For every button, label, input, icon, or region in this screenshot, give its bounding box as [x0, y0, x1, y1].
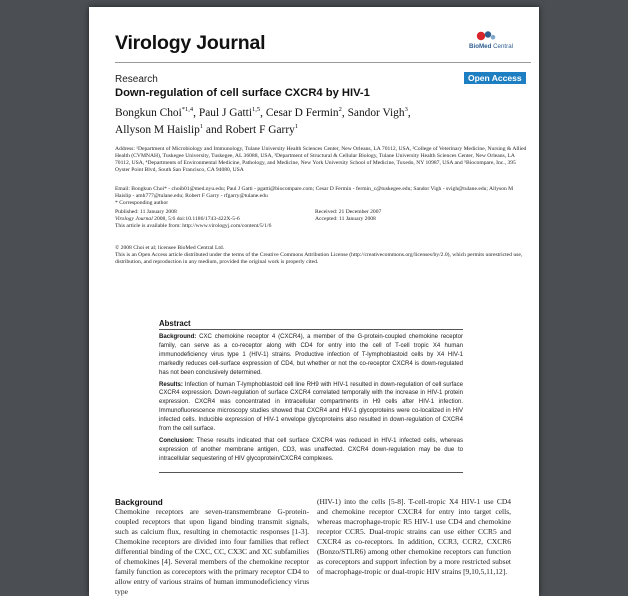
license-block [115, 245, 527, 266]
author-list: Bongkun Choi$^{*1,4}$, Paul J Gatti$^{1,5}$, Cesar D Fermin$^2$, Sandor Vigh$^3$, Allyson M Haislip$^1$ and Robert F Garry$^1$ [115, 106, 411, 136]
author-affiliation-sup: 1 [294, 122, 299, 130]
author-affiliation-sup: 1,5 [252, 106, 261, 113]
email-list: Email: Bongkun Choi* - choib01@med.nyu.edu; Paul J Gatti - pgatti@biocompare.com; Cesar D Fermin - fermin_c@tuskegee.edu; Sandor Vigh - svigh@tulane.edu; Allyson M Haislip - amh777@tulane.edu; Robert F Garry - rfgarry@tulane.edu [115, 186, 514, 199]
abstract-box [159, 319, 463, 467]
author-name: Robert F Garry [225, 123, 295, 136]
author-emails [115, 186, 527, 207]
abstract-bottom-rule [159, 472, 463, 473]
author-affiliation-sup: 3 [404, 106, 408, 113]
abstract-heading: Abstract [159, 319, 463, 330]
abstract-conclusion: Conclusion: These results indicated that cell surface CXCR4 was reduced in HIV-1 infected cells, whereas expression of another membrane antigen, CD3, was unaffected. CXCR4 down-regulation may be due to intracellular sequestering of HIV glycoprotein/CXCR4 complexes. [159, 437, 463, 462]
accepted-date: Accepted: 11 January 2008 [315, 215, 376, 222]
article-title: Down-regulation of cell surface CXCR4 by HIV-1 [115, 87, 370, 99]
abstract-background: Background: CXC chemokine receptor 4 (CXCR4), a member of the G-protein-coupled chemokine receptor family, can serve as a co-receptor along with CD4 for entry into the cell of T-cell tropic X4 human immunodeficiency virus type 1 (HIV-1) strains. Productive infection of T-lymphoblastoid cells by X4 HIV-1 markedly reduces cell-surface expression of CD4, but whether or not the co-receptor CXCR4 is down-regulated has not been conclusively determined. [159, 334, 463, 376]
author-name: Sandor Vigh [347, 106, 405, 119]
abstract-results: Results: Infection of human T-lymphoblastoid cell line RH9 with HIV-1 resulted in down-regulation of cell surface CXCR4 expression. Down-regulation of surface CXCR4 correlated temporally with the increase in HIV-1 protein expression. CXCR4 was concentrated in intracellular compartments in H9 cells after HIV-1 infection. Immunofluorescence microscopy studies showed that CXCR4 and HIV-1 glycoproteins were co-localized in HIV infected cells. Inducible expression of HIV-1 envelope glycoproteins also resulted in down-regulation of CXCR4 from the cell surface. [159, 381, 463, 433]
author-affiliation-sup: *1,4 [181, 106, 194, 113]
author-affiliation-sup: 2 [338, 106, 342, 113]
header-divider [115, 62, 531, 63]
pdf-page [89, 7, 539, 596]
article-section-label: Research [115, 74, 158, 85]
open-access-badge: Open Access [464, 72, 526, 84]
biomed-logo-icon [469, 29, 529, 43]
author-affiliation-sup: 1 [199, 122, 204, 130]
author-name: Bongkun Choi [115, 106, 182, 119]
author-name: Allyson M Haislip [115, 123, 200, 136]
body-column-left: Chemokine receptors are seven-transmembrane G-protein-coupled receptors that upon ligand binding transmit signals, such as calcium flux, resulting in chemotactic responses [1-3]. Chemokine receptors are divided into four families that reflect differential binding of the CXC, CC, CX3C and XC subfamilies of chemokines [4]. Several members of the chemokine receptor family function as coreceptors with the primary receptor CD4 to allow entry of various strains of human immunodeficiency virus type [115, 507, 309, 596]
author-addresses: Address: ¹Department of Microbiology and Immunology, Tulane University Health Sciences Center, New Orleans, LA 70112, USA, ²College of Veterinary Medicine, Nursing & Allied Health (CVMNAH), Tuskegee University, Tuskegee, AL 36088, USA, ³Department of Structural & Cellular Biology, Tulane University Health Sciences Center, New Orleans, LA 70112, USA, ⁴Departments of Environmental Medicine, Pathology, and Medicine, New York University School of Medicine, Tuxedo, NY 10987, USA and ⁵Biocompare, Inc., 395 Oyster Point Blvd, South San Francisco, CA 94080, USA [115, 146, 527, 173]
journal-title: Virology Journal [115, 32, 266, 54]
received-accepted-info [315, 209, 381, 223]
biomed-logo-text: BioMed Central [469, 43, 514, 50]
copyright-line: © 2008 Choi et al; licensee BioMed Central Ltd. [115, 245, 225, 251]
corresponding-author-note: * Corresponding author [115, 199, 169, 206]
author-name: Paul J Gatti [198, 106, 253, 119]
received-date: Received: 21 December 2007 [315, 209, 382, 215]
body-column-right: (HIV-1) into the cells [5-8]. T-cell-tropic X4 HIV-1 use CD4 and chemokine receptor CXCR4 for entry into target cells, whereas macrophage-tropic R5 HIV-1 use CD4 and chemokine receptor CCR5. Dual-tropic strains can use either CCR5 and CXCR4 as co-receptors. In addition, CCR3, CCR2, CXCR6 (Bonzo/STLR6) among other chemokine receptors can function as coreceptors and support infection by a more restricted subset of macrophage-tropic or dual-tropic HIV strains [9,10,5,11,12]. [317, 497, 511, 576]
author-name: Cesar D Fermin [265, 106, 339, 119]
license-text: This is an Open Access article distributed under the terms of the Creative Commons Attribution License (http://creativecommons.org/licenses/by/2.0), which permits unrestricted use, distribution, and reproduction in any medium, provided the original work is properly cited. [115, 251, 523, 265]
publication-info [115, 209, 271, 230]
published-date: Published: 11 January 2008 [115, 209, 177, 215]
citation-line: Virology Journal 2008, 5:6 doi:10.1186/1743-422X-5-6 [115, 215, 240, 222]
article-url: This article is available from: http://www.virologyj.com/content/5/1/6 [115, 222, 272, 229]
biomed-central-logo [469, 29, 529, 55]
background-heading: Background [115, 498, 163, 507]
